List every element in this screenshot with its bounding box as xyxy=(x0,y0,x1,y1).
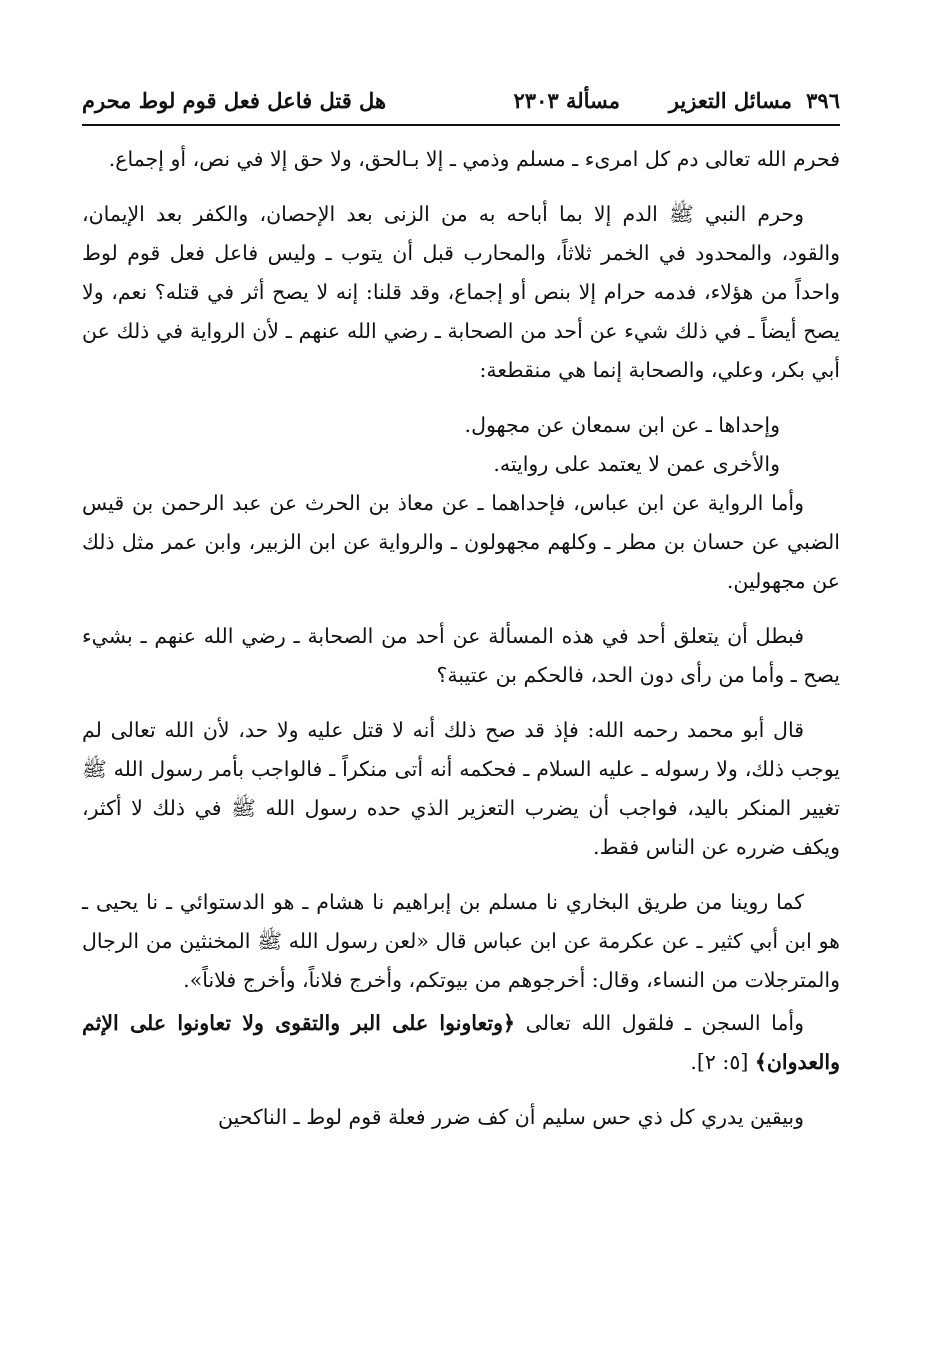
paragraph: فبطل أن يتعلق أحد في هذه المسألة عن أحد من الصحابة ـ رضي الله عنهم ـ بشيء يصح ـ وأما من رأى دون الحد، فالحكم بن عتيبة؟ xyxy=(82,624,840,687)
quran-verse: ﴿وتعاونوا على البر والتقوى ولا تعاونوا على الإثم والعدوان﴾ xyxy=(82,1011,840,1074)
section-topic: هل قتل فاعل فعل قوم لوط محرم xyxy=(82,88,387,113)
paragraph: وحرم النبي ﷺ الدم إلا بما أباحه به من الزنى بعد الإحصان، والكفر بعد الإيمان، والقود، والمحدود في الخمر ثلاثاً، والمحارب قبل أن يتوب ـ وليس فاعل فعل قوم لوط واحداً من هؤلاء، فدمه حرام إلا بنص أو إجماع، وقد قلنا: إنه لا يصح أثر في قتله؟ نعم، ولا يصح أيضاً ـ في ذلك شيء عن أحد من الصحابة ـ رضي الله عنهم ـ لأن الرواية في ذلك عن أبي بكر، وعلي، والصحابة إنما هي منقطعة: xyxy=(82,202,840,382)
list-item: وإحداها ـ عن ابن سمعان عن مجهول. xyxy=(464,413,780,437)
paragraph-sijn xyxy=(82,1004,840,1082)
paragraph: وأما الرواية عن ابن عباس، فإحداهما ـ عن معاذ بن الحرث عن عبد الرحمن بن قيس الضبي عن حسان بن مطر ـ وكلهم مجهولون ـ والرواية عن ابن الزبير، وابن عمر مثل ذلك عن مجهولين. xyxy=(82,491,840,593)
body-text xyxy=(82,140,840,1137)
paragraph: وبيقين يدري كل ذي حس سليم أن كف ضرر فعلة قوم لوط ـ الناكحين xyxy=(218,1105,804,1129)
paragraph: قال أبو محمد رحمه الله: فإذ قد صح ذلك أنه لا قتل عليه ولا حد، لأن الله تعالى لم يوجب ذلك، ولا رسوله ـ عليه السلام ـ فحكمه أنه أتى منكراً ـ فالواجب بأمر رسول الله ﷺ تغيير المنكر باليد، فواجب أن يضرب التعزير الذي حده رسول الله ﷺ في ذلك لا أكثر، ويكف ضرره عن الناس فقط. xyxy=(82,718,840,859)
book-title: مسائل التعزير xyxy=(668,88,792,113)
issue-number: مسألة ٢٣٠٣ xyxy=(513,88,620,113)
paragraph: كما روينا من طريق البخاري نا مسلم بن إبراهيم نا هشام ـ هو الدستوائي ـ نا يحيى ـ هو ابن أبي كثير ـ عن عكرمة عن ابن عباس قال «لعن رسول الله ﷺ المخنثين من الرجال والمترجلات من النساء، وقال: أخرجوهم من بيوتكم، وأخرج فلاناً، وأخرج فلاناً». xyxy=(82,890,840,992)
running-header xyxy=(82,80,840,126)
book-page xyxy=(82,80,840,1360)
paragraph-intro: وأما السجن ـ فلقول الله تعالى xyxy=(515,1011,804,1035)
page-number: ٣٩٦ xyxy=(806,88,840,113)
paragraph: فحرم الله تعالى دم كل امرىء ـ مسلم وذمي ـ إلا بـالحق، ولا حق إلا في نص، أو إجماع. xyxy=(108,147,840,171)
list-item: والأخرى عمن لا يعتمد على روايته. xyxy=(493,452,780,476)
verse-reference: [٥: ٢]. xyxy=(690,1050,755,1074)
